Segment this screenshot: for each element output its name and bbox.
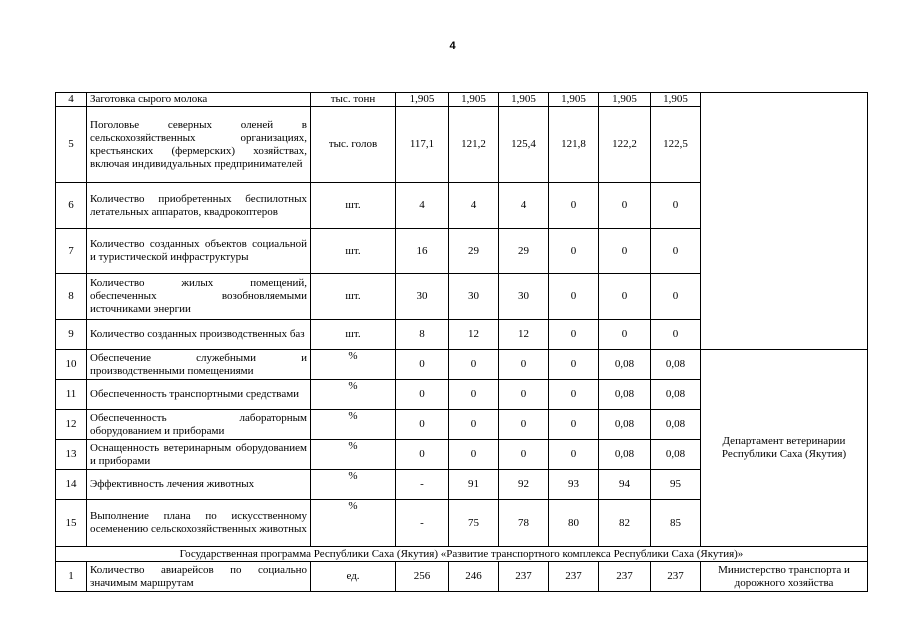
- value-cell: 0: [651, 183, 701, 229]
- value-cell: 117,1: [396, 107, 449, 183]
- indicator-name: Обеспеченность лабораторным оборудованием и приборами: [87, 410, 311, 440]
- value-cell: 237: [599, 562, 651, 592]
- unit: шт.: [311, 274, 396, 320]
- value-cell: 0,08: [599, 410, 651, 440]
- value-cell: 0: [549, 440, 599, 470]
- value-cell: 0: [549, 229, 599, 274]
- row-number: 9: [56, 320, 87, 350]
- section-header-row: [56, 547, 868, 562]
- indicator-name: Количество приобретенных беспилотных летательных аппаратов, квадрокоптеров: [87, 183, 311, 229]
- value-cell: 82: [599, 500, 651, 547]
- value-cell: 0,08: [599, 380, 651, 410]
- value-cell: 246: [449, 562, 499, 592]
- value-cell: 0: [396, 410, 449, 440]
- value-cell: -: [396, 470, 449, 500]
- value-cell: 12: [499, 320, 549, 350]
- value-cell: -: [396, 500, 449, 547]
- value-cell: 94: [599, 470, 651, 500]
- unit: %: [311, 410, 396, 440]
- value-cell: 256: [396, 562, 449, 592]
- row-number: 8: [56, 274, 87, 320]
- value-cell: 30: [449, 274, 499, 320]
- row-number: 7: [56, 229, 87, 274]
- indicator-name: Заготовка сырого молока: [87, 93, 311, 107]
- indicators-table: [55, 92, 868, 592]
- value-cell: 91: [449, 470, 499, 500]
- value-cell: 237: [651, 562, 701, 592]
- value-cell: 4: [396, 183, 449, 229]
- section-title: Государственная программа Республики Саха (Якутия) «Развитие транспортного комплекса Республики Саха (Якутия)»: [56, 547, 868, 562]
- indicator-name: Количество авиарейсов по социально значимым маршрутам: [87, 562, 311, 592]
- value-cell: 85: [651, 500, 701, 547]
- row-number: 5: [56, 107, 87, 183]
- table-row: [56, 93, 868, 107]
- value-cell: 0: [549, 274, 599, 320]
- row-number: 6: [56, 183, 87, 229]
- row-number: 11: [56, 380, 87, 410]
- value-cell: 0: [599, 229, 651, 274]
- value-cell: 0: [499, 350, 549, 380]
- value-cell: 0: [499, 410, 549, 440]
- value-cell: 0: [549, 380, 599, 410]
- row-number: 12: [56, 410, 87, 440]
- indicator-name: Выполнение плана по искусственному осеменению сельскохозяйственных животных: [87, 500, 311, 547]
- value-cell: 80: [549, 500, 599, 547]
- indicator-name: Оснащенность ветеринарным оборудованием и приборами: [87, 440, 311, 470]
- value-cell: 0: [549, 350, 599, 380]
- value-cell: 0,08: [599, 350, 651, 380]
- row-number: 1: [56, 562, 87, 592]
- value-cell: 0: [549, 410, 599, 440]
- value-cell: 0: [599, 274, 651, 320]
- value-cell: 0: [449, 440, 499, 470]
- value-cell: 0: [449, 380, 499, 410]
- value-cell: 237: [499, 562, 549, 592]
- value-cell: 4: [449, 183, 499, 229]
- value-cell: 0,08: [651, 380, 701, 410]
- value-cell: 1,905: [549, 93, 599, 107]
- indicator-name: Количество жилых помещений, обеспеченных возобновляемыми источниками энергии: [87, 274, 311, 320]
- value-cell: 0: [396, 440, 449, 470]
- unit: %: [311, 380, 396, 410]
- value-cell: 0: [599, 320, 651, 350]
- unit: %: [311, 470, 396, 500]
- value-cell: 122,2: [599, 107, 651, 183]
- indicator-name: Поголовье северных оленей в сельскохозяйственных организациях, крестьянских (фермерских) хозяйствах, включая индивидуальных предпринимателей: [87, 107, 311, 183]
- row-number: 10: [56, 350, 87, 380]
- value-cell: 0: [549, 183, 599, 229]
- value-cell: 1,905: [449, 93, 499, 107]
- value-cell: 1,905: [651, 93, 701, 107]
- value-cell: 0: [396, 350, 449, 380]
- page-number: 4: [449, 40, 456, 52]
- value-cell: 30: [396, 274, 449, 320]
- indicator-name: Количество созданных производственных баз: [87, 320, 311, 350]
- row-number: 14: [56, 470, 87, 500]
- indicator-name: Обеспечение служебными и производственными помещениями: [87, 350, 311, 380]
- value-cell: 92: [499, 470, 549, 500]
- value-cell: 75: [449, 500, 499, 547]
- value-cell: 0: [396, 380, 449, 410]
- responsible-department: Департамент ветеринарии Республики Саха (Якутия): [701, 350, 868, 547]
- value-cell: 29: [449, 229, 499, 274]
- value-cell: 95: [651, 470, 701, 500]
- unit: тыс. тонн: [311, 93, 396, 107]
- indicator-name: Количество созданных объектов социальной и туристической инфраструктуры: [87, 229, 311, 274]
- unit: ед.: [311, 562, 396, 592]
- value-cell: 121,2: [449, 107, 499, 183]
- unit: шт.: [311, 229, 396, 274]
- value-cell: 0,08: [651, 350, 701, 380]
- value-cell: 1,905: [599, 93, 651, 107]
- value-cell: 93: [549, 470, 599, 500]
- value-cell: 4: [499, 183, 549, 229]
- unit: %: [311, 440, 396, 470]
- row-number: 15: [56, 500, 87, 547]
- value-cell: 0,08: [651, 410, 701, 440]
- row-number: 13: [56, 440, 87, 470]
- value-cell: 1,905: [396, 93, 449, 107]
- table-row: [56, 350, 868, 380]
- value-cell: 0: [549, 320, 599, 350]
- value-cell: 0,08: [599, 440, 651, 470]
- unit: шт.: [311, 320, 396, 350]
- value-cell: 121,8: [549, 107, 599, 183]
- value-cell: 0: [651, 274, 701, 320]
- value-cell: 237: [549, 562, 599, 592]
- unit: %: [311, 500, 396, 547]
- unit: шт.: [311, 183, 396, 229]
- row-number: 4: [56, 93, 87, 107]
- value-cell: 0: [449, 350, 499, 380]
- value-cell: 125,4: [499, 107, 549, 183]
- value-cell: 0: [449, 410, 499, 440]
- value-cell: 78: [499, 500, 549, 547]
- unit: %: [311, 350, 396, 380]
- value-cell: 0: [599, 183, 651, 229]
- value-cell: 122,5: [651, 107, 701, 183]
- value-cell: 12: [449, 320, 499, 350]
- responsible-ministry: Министерство транспорта и дорожного хозяйства: [701, 562, 868, 592]
- value-cell: 0,08: [651, 440, 701, 470]
- indicator-name: Обеспеченность транспортными средствами: [87, 380, 311, 410]
- value-cell: 30: [499, 274, 549, 320]
- value-cell: 29: [499, 229, 549, 274]
- indicator-name: Эффективность лечения животных: [87, 470, 311, 500]
- value-cell: 0: [499, 440, 549, 470]
- value-cell: 0: [499, 380, 549, 410]
- value-cell: 0: [651, 229, 701, 274]
- value-cell: 1,905: [499, 93, 549, 107]
- value-cell: 0: [651, 320, 701, 350]
- table-row: [56, 562, 868, 592]
- value-cell: 8: [396, 320, 449, 350]
- value-cell: 16: [396, 229, 449, 274]
- unit: тыс. голов: [311, 107, 396, 183]
- responsible-cell-empty: [701, 93, 868, 350]
